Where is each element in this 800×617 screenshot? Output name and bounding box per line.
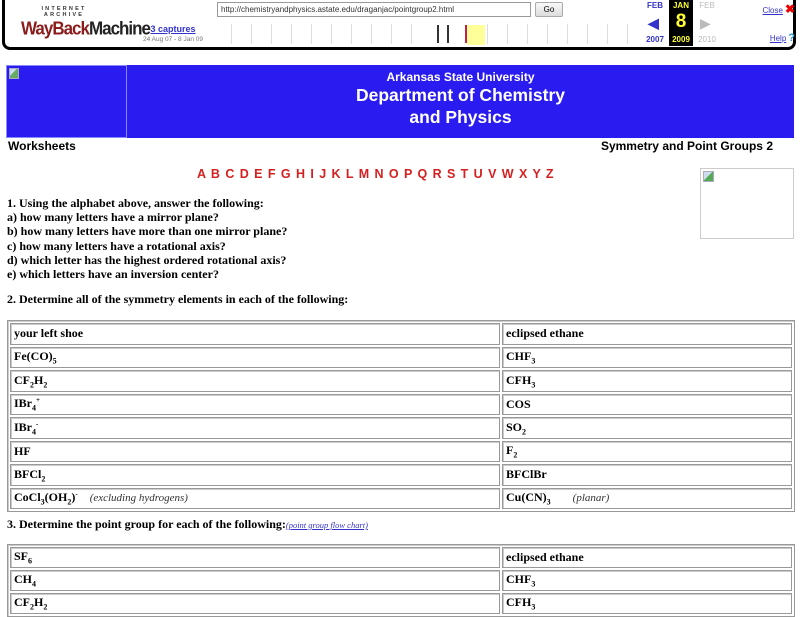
alphabet-row: A B C D E F G H I J K L M N O P Q R S T U V W X Y Z bbox=[197, 167, 556, 181]
table-cell: $F_2$ bbox=[502, 441, 792, 463]
question-1-item: e) which letters have an inversion center? bbox=[7, 267, 219, 282]
department-name-line1: Department of Chemistry bbox=[355, 85, 566, 105]
question-1-item: d) which letter has the highest ordered rotational axis? bbox=[7, 252, 287, 267]
table-row bbox=[10, 370, 792, 392]
table-cell: $CHF_3$ bbox=[502, 347, 792, 369]
capture-mark[interactable] bbox=[437, 25, 439, 43]
table-cell: IBr$_4$- bbox=[10, 417, 500, 439]
question-1-item: a) how many letters have a mirror plane? bbox=[7, 210, 219, 225]
capture-mark[interactable] bbox=[447, 25, 449, 43]
symmetry-elements-table bbox=[7, 320, 795, 512]
table-row bbox=[10, 441, 792, 463]
table-row bbox=[10, 488, 792, 510]
logo-image-placeholder bbox=[6, 65, 127, 138]
next-capture: FEB ▶ 2010 bbox=[698, 1, 716, 44]
table-row bbox=[10, 417, 792, 439]
page-title: Symmetry and Point Groups 2 bbox=[600, 139, 773, 153]
table-row bbox=[10, 323, 792, 345]
close-icon[interactable]: ✖ bbox=[784, 2, 795, 16]
table-cell: HF bbox=[10, 441, 500, 463]
table-row bbox=[10, 347, 792, 369]
go-button[interactable]: Go bbox=[535, 2, 563, 17]
point-group-flow-chart-link[interactable]: (point group flow chart) bbox=[285, 520, 368, 530]
university-name: Arkansas State University bbox=[386, 70, 535, 84]
table-cell: $Fe(CO)_5$ bbox=[10, 347, 500, 369]
table-cell: $CFH_3$ bbox=[502, 593, 792, 614]
broken-image-icon bbox=[9, 68, 19, 79]
note-excluding-hydrogens: (excluding hydrogens) bbox=[89, 492, 188, 505]
right-arrow-icon: ▶ bbox=[700, 15, 711, 31]
captures-link[interactable]: 3 captures bbox=[150, 24, 196, 34]
banner-titles bbox=[127, 65, 794, 128]
current-capture-highlight bbox=[467, 25, 485, 45]
question-3-title: 3. Determine the point group for each of the following: bbox=[7, 517, 286, 531]
question-1 bbox=[7, 196, 287, 281]
help-icon[interactable]: ? bbox=[788, 32, 795, 44]
table-row bbox=[10, 547, 792, 568]
table-cell: $CH_4$ bbox=[10, 570, 500, 591]
captures-range: 24 Aug 07 - 8 Jan 09 bbox=[143, 36, 203, 43]
captures-info bbox=[133, 24, 213, 43]
current-capture-mark[interactable] bbox=[465, 25, 467, 43]
header-banner bbox=[6, 65, 794, 138]
table-cell: IBr$_4$+ bbox=[10, 394, 500, 416]
table-cell: $SO_2$ bbox=[502, 417, 792, 439]
capture-timeline[interactable] bbox=[211, 22, 641, 46]
wayback-toolbar bbox=[2, 0, 796, 50]
table-cell: $CF_2H_2$ bbox=[10, 593, 500, 614]
section-label: Worksheets bbox=[8, 139, 76, 153]
table-cell: BFCl$_2$ bbox=[10, 464, 500, 486]
table-row bbox=[10, 394, 792, 416]
note-planar: (planar) bbox=[572, 492, 610, 505]
prev-capture[interactable]: FEB ◀ 2007 bbox=[646, 1, 664, 44]
logo-wayback-machine: WayBackMachine bbox=[21, 18, 150, 39]
table-cell: $SF_6$ bbox=[10, 547, 500, 568]
table-cell: COS bbox=[502, 394, 792, 416]
point-group-table bbox=[7, 544, 795, 617]
help-button[interactable]: Help ? bbox=[769, 32, 795, 44]
logo-internet-archive: INTERNET ARCHIVE bbox=[41, 6, 87, 18]
side-image-placeholder bbox=[700, 168, 794, 239]
table-cell: $CoCl_3(OH_2)^-$ (excluding hydrogens) bbox=[10, 488, 500, 510]
table-cell: your left shoe bbox=[10, 323, 500, 345]
table-cell: $CFH_3$ bbox=[502, 370, 792, 392]
question-2-title: 2. Determine all of the symmetry elements in each of the following: bbox=[7, 292, 349, 306]
table-cell: eclipsed ethane bbox=[502, 547, 792, 568]
table-cell: eclipsed ethane bbox=[502, 323, 792, 345]
table-row bbox=[10, 593, 792, 614]
close-button[interactable]: Close ✖ bbox=[762, 2, 795, 16]
current-capture: JAN 8 2009 bbox=[669, 0, 693, 46]
capture-navigator bbox=[643, 0, 723, 46]
question-1-title: 1. Using the alphabet above, answer the following: bbox=[7, 196, 264, 210]
table-cell: BFClBr bbox=[502, 464, 792, 486]
table-row bbox=[10, 464, 792, 486]
table-cell: $CHF_3$ bbox=[502, 570, 792, 591]
table-cell: $CF_2H_2$ bbox=[10, 370, 500, 392]
broken-image-icon bbox=[703, 171, 714, 182]
url-input[interactable]: http://chemistryandphysics.astate.edu/draganjac/pointgroup2.html bbox=[217, 2, 531, 17]
question-3 bbox=[7, 517, 368, 532]
wayback-logo[interactable] bbox=[21, 6, 150, 39]
question-1-item: c) how many letters have a rotational axis? bbox=[7, 238, 226, 253]
table-row bbox=[10, 570, 792, 591]
table-cell: $Cu(CN)_3$ (planar) bbox=[502, 488, 792, 510]
question-1-item: b) how many letters have more than one mirror plane? bbox=[7, 224, 288, 239]
department-name-line2: and Physics bbox=[409, 107, 512, 127]
left-arrow-icon: ◀ bbox=[648, 15, 659, 31]
